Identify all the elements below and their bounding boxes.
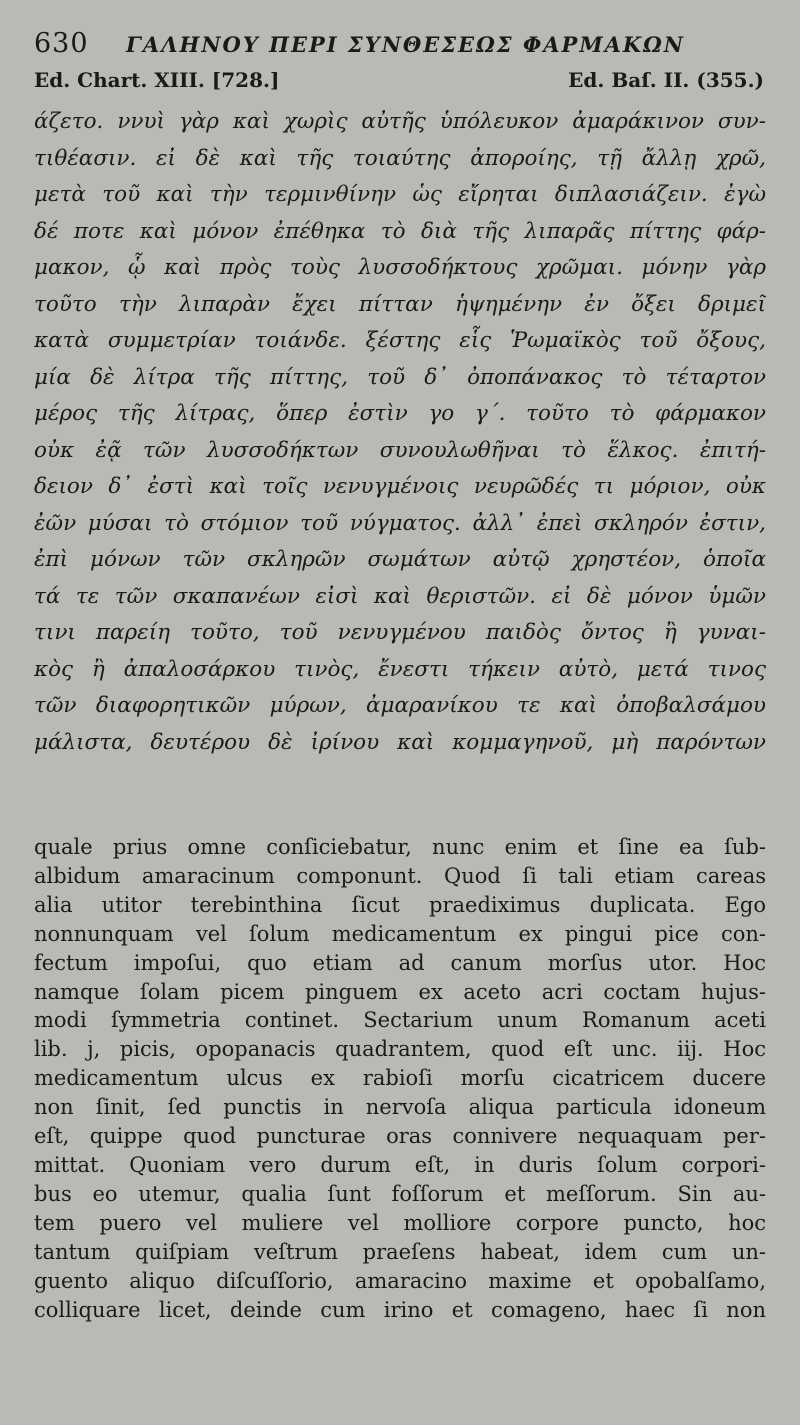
greek-line: κὸς ἢ ἀπαλοσάρκου τινὸς, ἔνεστι τήκειν αὐτὸ, μετά τινος <box>34 656 766 682</box>
edition-references <box>34 68 766 98</box>
greek-line: τῶν διαφορητικῶν μύρων, ἀμαρανίκου τε καὶ ὀποβαλσάμου <box>34 693 766 718</box>
latin-line: fectum impoſui, quo etiam ad canum morſus utor. Hoc <box>34 950 766 975</box>
greek-line: δέ ποτε καὶ μόνον ἐπέθηκα τὸ διὰ τῆς λιπαρᾶς πίττης φάρ- <box>34 218 766 244</box>
latin-line: nonnunquam vel ſolum medicamentum ex pingui pice con- <box>34 921 766 946</box>
section-gap <box>34 761 766 833</box>
greek-text-block <box>34 104 766 761</box>
latin-line: colliquare licet, deinde cum irino et comageno, haec ſi non <box>34 1297 766 1322</box>
greek-line: ἐῶν μύσαι τὸ στόμιον τοῦ νύγματος. ἀλλ᾽ ἐπεὶ σκληρόν ἐστιν, <box>34 510 766 536</box>
latin-line: mittat. Quoniam vero durum eſt, in duris ſolum corpori- <box>34 1152 766 1177</box>
greek-line: κατὰ συμμετρίαν τοιάνδε. ξέστης εἷς Ῥωμαϊκὸς τοῦ ὄξους, <box>34 328 766 353</box>
greek-line: μετὰ τοῦ καὶ τὴν τερμινθίνην ὡς εἴρηται διπλασιάζειν. ἐγὼ <box>34 182 766 207</box>
latin-line: non ſinit, ſed punctis in nervoſa aliqua particula idoneum <box>34 1095 766 1120</box>
edition-reference-chartier: Ed. Chart. XIII. [728.] <box>34 68 280 92</box>
greek-line: μάλιστα, δευτέρου δὲ ἰρίνου καὶ κομμαγηνοῦ, μὴ παρόντων <box>34 729 766 755</box>
latin-line: bus eo utemur, qualia ſunt foſſorum et meſſorum. Sin au- <box>34 1181 766 1206</box>
greek-line: τινι παρείη τοῦτο, τοῦ νενυγμένου παιδὸς ὄντος ἢ γυναι- <box>34 620 766 645</box>
greek-line: άζετο. ννυὶ γὰρ καὶ χωρὶς αὐτῆς ὑπόλευκον ἀμαράκινον συν- <box>34 109 766 134</box>
greek-line: μία δὲ λίτρα τῆς πίττης, τοῦ δ᾽ ὀποπάνακος τὸ τέταρτον <box>34 364 766 390</box>
running-head <box>34 28 766 64</box>
greek-line: ἐπὶ μόνων τῶν σκληρῶν σωμάτων αὐτῷ χρηστέον, ὁποῖα <box>34 547 766 572</box>
latin-line: tem puero vel muliere vel molliore corpore puncto, hoc <box>34 1210 766 1235</box>
page-number: 630 <box>34 28 89 59</box>
latin-line: alia utitor terebinthina ſicut praediximus duplicata. Ego <box>34 892 766 917</box>
greek-line: τά τε τῶν σκαπανέων εἰσὶ καὶ θεριστῶν. εἰ δὲ μόνον ὑμῶν <box>34 583 766 609</box>
latin-line: albidum amaracinum componunt. Quod ſi tali etiam careas <box>34 863 766 888</box>
greek-line: δειον δ᾽ ἐστὶ καὶ τοῖς νενυγμένοις νευρῶδές τι μόριον, οὐκ <box>34 474 766 499</box>
greek-line: τιθέασιν. εἰ δὲ καὶ τῆς τοιαύτης ἀπορoίης, τῇ ἄλλῃ χρῶ, <box>34 145 766 171</box>
latin-line: lib. j, picis, opopanacis quadrantem, quod eſt unc. iij. Hoc <box>34 1037 766 1062</box>
latin-line: namque ſolam picem pinguem ex aceto acri coctam hujus- <box>34 979 766 1004</box>
latin-line: eſt, quippe quod puncturae oras connivere nequaquam per- <box>34 1124 766 1149</box>
greek-line: τοῦτο τὴν λιπαρὰν ἔχει πίτταν ἡψημένην ἐν ὄξει δριμεῖ <box>34 291 766 317</box>
latin-line: guento aliquo diſcuſſorio, amaracino maxime et opobalſamo, <box>34 1268 766 1293</box>
latin-line: tantum quiſpiam veſtrum praeſens habeat, idem cum un- <box>34 1239 766 1264</box>
greek-line: μακον, ᾧ καὶ πρὸς τοὺς λυσσοδήκτους χρῶμαι. μόνην γὰρ <box>34 255 766 280</box>
greek-line: οὐκ ἐᾷ τῶν λυσσοδήκτων συνουλωθῆναι τὸ ἕλκος. ἐπιτή- <box>34 437 766 463</box>
latin-line: quale prius omne conſiciebatur, nunc enim et ſine ea ſub- <box>34 835 766 859</box>
greek-line: μέρος τῆς λίτρας, ὅπερ ἐστὶν γο γ΄. τοῦτο τὸ φάρμακον <box>34 401 766 426</box>
latin-text-block <box>34 833 766 1324</box>
running-title: ΓΑΛΗΝΟΥ ΠΕΡΙ ΣΥΝΘΕΣΕΩΣ ΦΑΡΜΑΚΩΝ <box>126 32 685 57</box>
edition-reference-basel: Ed. Baſ. II. (355.) <box>568 68 764 92</box>
latin-line: modi ſymmetria continet. Sectarium unum Romanum aceti <box>34 1008 766 1033</box>
latin-line: medicamentum ulcus ex rabioſi morſu cicatricem ducere <box>34 1066 766 1091</box>
